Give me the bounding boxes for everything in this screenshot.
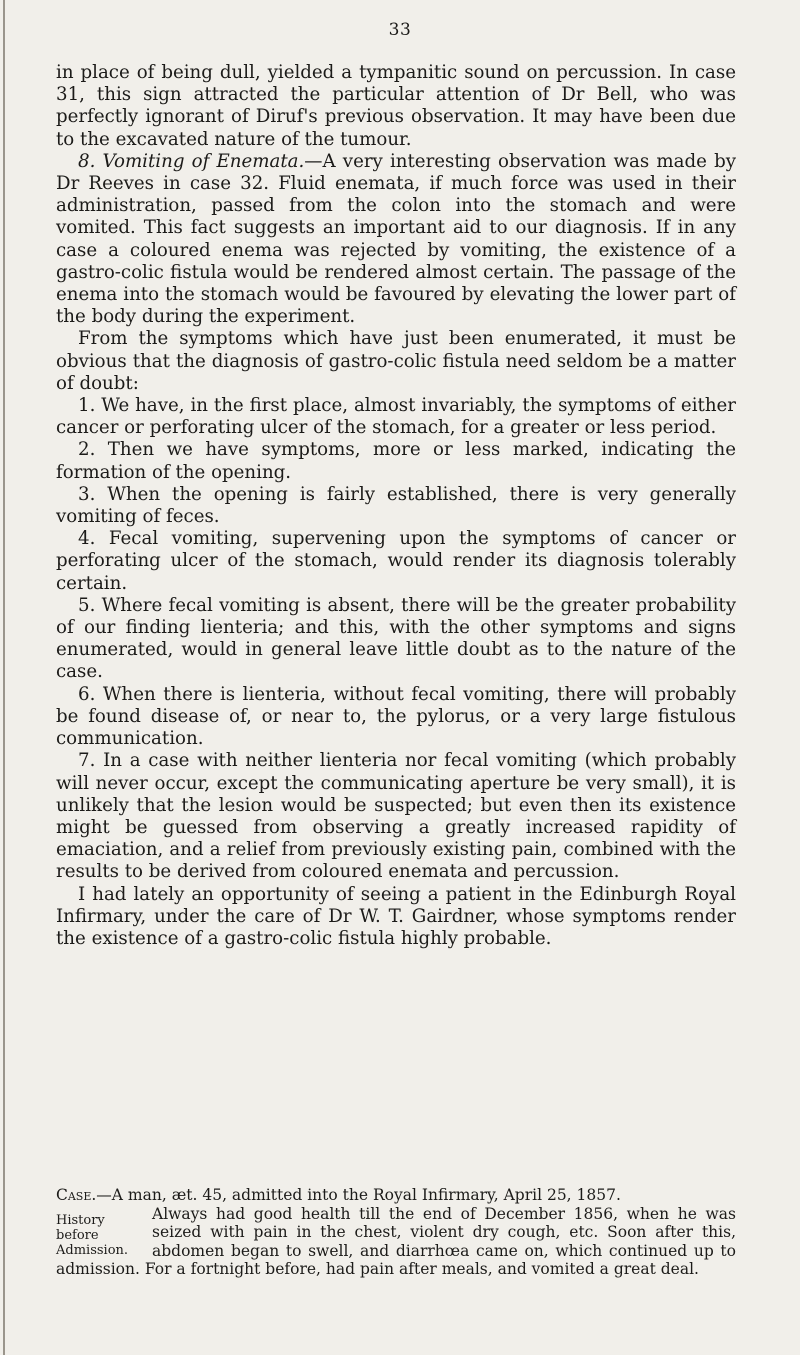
paragraph-text: 4. Fecal vomiting, supervening upon the symptoms of cancer or perforating ulcer of the stomach, would render its diagnosis tolerably certain. [56,528,736,594]
list-item [56,684,736,751]
paragraph-text: From the symptoms which have just been enumerated, it must be obvious that the diagnosis of gastro-colic fistula need seldom be a matter of doubt: [56,328,736,394]
paragraph-text: I had lately an opportunity of seeing a patient in the Edinburgh Royal Infirmary, under the care of Dr W. T. Gairdner, whose symptoms render the existence of a gastro-colic fistula highly probable. [56,883,736,949]
case-text: Always had good health till the end of December 1856, when he was seized with pain in the chest, violent dry cough, etc. Soon after this, abdomen began to swell, and diarrhœa came on, which continued up to admission. For a fortnight before, had pain after meals, and vomited a great deal. [56,1204,736,1278]
paragraph-text: —A very interesting observation was made by Dr Reeves in case 32. Fluid enemata, if much force was used in their administration, passed from the colon into the stomach and were vomited. This fact suggests an important aid to our diagnosis. If in any case a coloured enema was rejected by vomiting, the existence of a gastro-colic fistula would be rendered almost certain. The passage of the enema into the stomach would be favoured by elevating the lower part of the body during the experiment. [56,150,736,328]
section-heading: 8. Vomiting of Enemata. [78,150,305,172]
side-note: History before Admission. [56,1212,129,1258]
list-item [56,528,736,595]
list-item [56,395,736,439]
paragraph-text: 7. In a case with neither lienteria nor fecal vomiting (which probably will never occur, except the communicating aperture be very small), it is unlikely that the lesion would be suspected; but even then its existence might be guessed from observing a greatly increased rapidity of emaciation, and a relief from previously existing pain, combined with the results to be derived from coloured enemata and percussion. [56,750,736,883]
list-item [56,750,736,883]
paragraph [56,151,736,329]
list-item [56,595,736,684]
list-item [56,484,736,528]
body-text [56,62,736,950]
case-intro-text: —A man, æt. 45, admitted into the Royal Infirmary, April 25, 1857. [96,1186,621,1204]
case-intro [56,1186,736,1205]
binding-edge [3,0,5,1355]
paragraph-text: 1. We have, in the first place, almost invariably, the symptoms of either cancer or perforating ulcer of the stomach, for a greater or less period. [56,395,736,439]
list-item [56,439,736,483]
case-label: Case. [56,1186,97,1204]
case-report [56,1186,736,1279]
paragraph-text: 2. Then we have symptoms, more or less marked, indicating the formation of the opening. [56,439,736,483]
paragraph-text: 3. When the opening is fairly established, there is very generally vomiting of feces. [56,483,736,528]
paragraph-text: in place of being dull, yielded a tympanitic sound on percussion. In case 31, this sign attracted the particular attention of Dr Bell, who was perfectly ignorant of Diruf's previous observation. It may have been due to the excavated nature of the tumour. [56,62,736,150]
paragraph [56,328,736,395]
page-number: 33 [388,20,412,40]
paragraph [56,62,736,151]
paragraph [56,884,736,951]
paragraph-text: 6. When there is lienteria, without fecal vomiting, there will probably be found disease of, or near to, the pylorus, or a very large fistulous communication. [56,683,736,750]
paragraph-text: 5. Where fecal vomiting is absent, there will be the greater probability of our finding lienteria; and this, with the other symptoms and signs enumerated, would in general leave little doubt as to the nature of the case. [56,594,736,683]
